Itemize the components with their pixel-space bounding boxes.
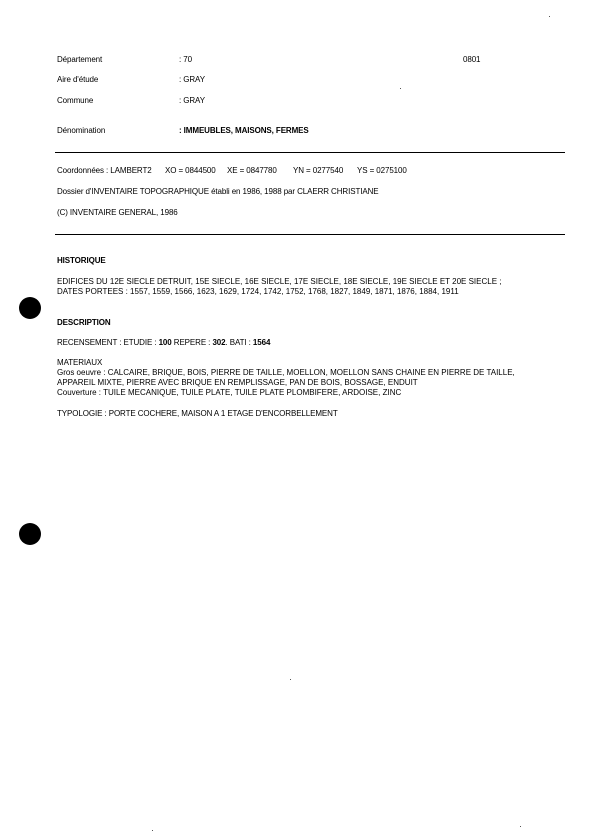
repere-label: REPERE :	[171, 338, 213, 347]
etudie-count: 100	[158, 338, 172, 347]
scan-speck	[152, 830, 153, 831]
bati-count: 1564	[252, 338, 271, 347]
gros-oeuvre-line: APPAREIL MIXTE, PIERRE AVEC BRIQUE EN REMPLISSAGE, PAN DE BOIS, BOSSAGE, ENDUIT	[57, 378, 418, 387]
copyright-line: (C) INVENTAIRE GENERAL, 1986	[57, 208, 178, 217]
bati-label: . BATI :	[225, 338, 253, 347]
binder-hole-top	[19, 297, 41, 319]
repere-count: 302	[212, 338, 226, 347]
recensement-label: RECENSEMENT : ETUDIE :	[57, 338, 159, 347]
recensement-line	[57, 338, 270, 348]
typologie-line: TYPOLOGIE : PORTE COCHERE, MAISON A 1 ETAGE D'ENCORBELLEMENT	[57, 409, 338, 418]
historique-line: DATES PORTEES : 1557, 1559, 1566, 1623, 1629, 1724, 1742, 1752, 1768, 1827, 1849, 1871, 1876, 1884, 1911	[57, 287, 459, 296]
divider-top	[55, 152, 565, 153]
commune-label: Commune	[57, 96, 94, 105]
departement-label: Département	[57, 55, 103, 64]
materiaux-title: MATERIAUX	[57, 358, 103, 367]
scan-speck	[290, 679, 291, 680]
gros-oeuvre-line: Gros oeuvre : CALCAIRE, BRIQUE, BOIS, PIERRE DE TAILLE, MOELLON, MOELLON SANS CHAINE EN PIERRE DE TAILLE,	[57, 368, 515, 377]
aire-etude-label: Aire d'étude	[57, 75, 99, 84]
historique-line: EDIFICES DU 12E SIECLE DETRUIT, 15E SIECLE, 16E SIECLE, 17E SIECLE, 18E SIECLE, 19E SIECLE ET 20E SIECLE ;	[57, 277, 502, 286]
scan-speck	[400, 88, 401, 89]
scan-speck	[549, 16, 550, 17]
denomination-label: Dénomination	[57, 126, 106, 135]
couverture-line: Couverture : TUILE MECANIQUE, TUILE PLATE, TUILE PLATE PLOMBIFERE, ARDOISE, ZINC	[57, 388, 402, 397]
scan-speck	[520, 826, 521, 827]
departement-value: : 70	[179, 55, 192, 64]
binder-hole-bottom	[19, 523, 41, 545]
coordinate-ys: YS = 0275100	[357, 166, 407, 175]
description-title: DESCRIPTION	[57, 318, 111, 327]
historique-text	[57, 277, 502, 297]
coordinates-label: Coordonnées : LAMBERT2	[57, 166, 152, 175]
coordinate-yn: YN = 0277540	[293, 166, 344, 175]
divider-middle	[55, 234, 565, 235]
materiaux-text	[57, 368, 515, 398]
coordinate-xo: XO = 0844500	[165, 166, 216, 175]
denomination-value: : IMMEUBLES, MAISONS, FERMES	[179, 126, 309, 135]
historique-title: HISTORIQUE	[57, 256, 106, 265]
aire-etude-value: : GRAY	[179, 75, 205, 84]
commune-value: : GRAY	[179, 96, 205, 105]
coordinate-xe: XE = 0847780	[227, 166, 277, 175]
dossier-line: Dossier d'INVENTAIRE TOPOGRAPHIQUE établi en 1986, 1988 par CLAERR CHRISTIANE	[57, 187, 379, 196]
document-code: 0801	[463, 55, 481, 64]
